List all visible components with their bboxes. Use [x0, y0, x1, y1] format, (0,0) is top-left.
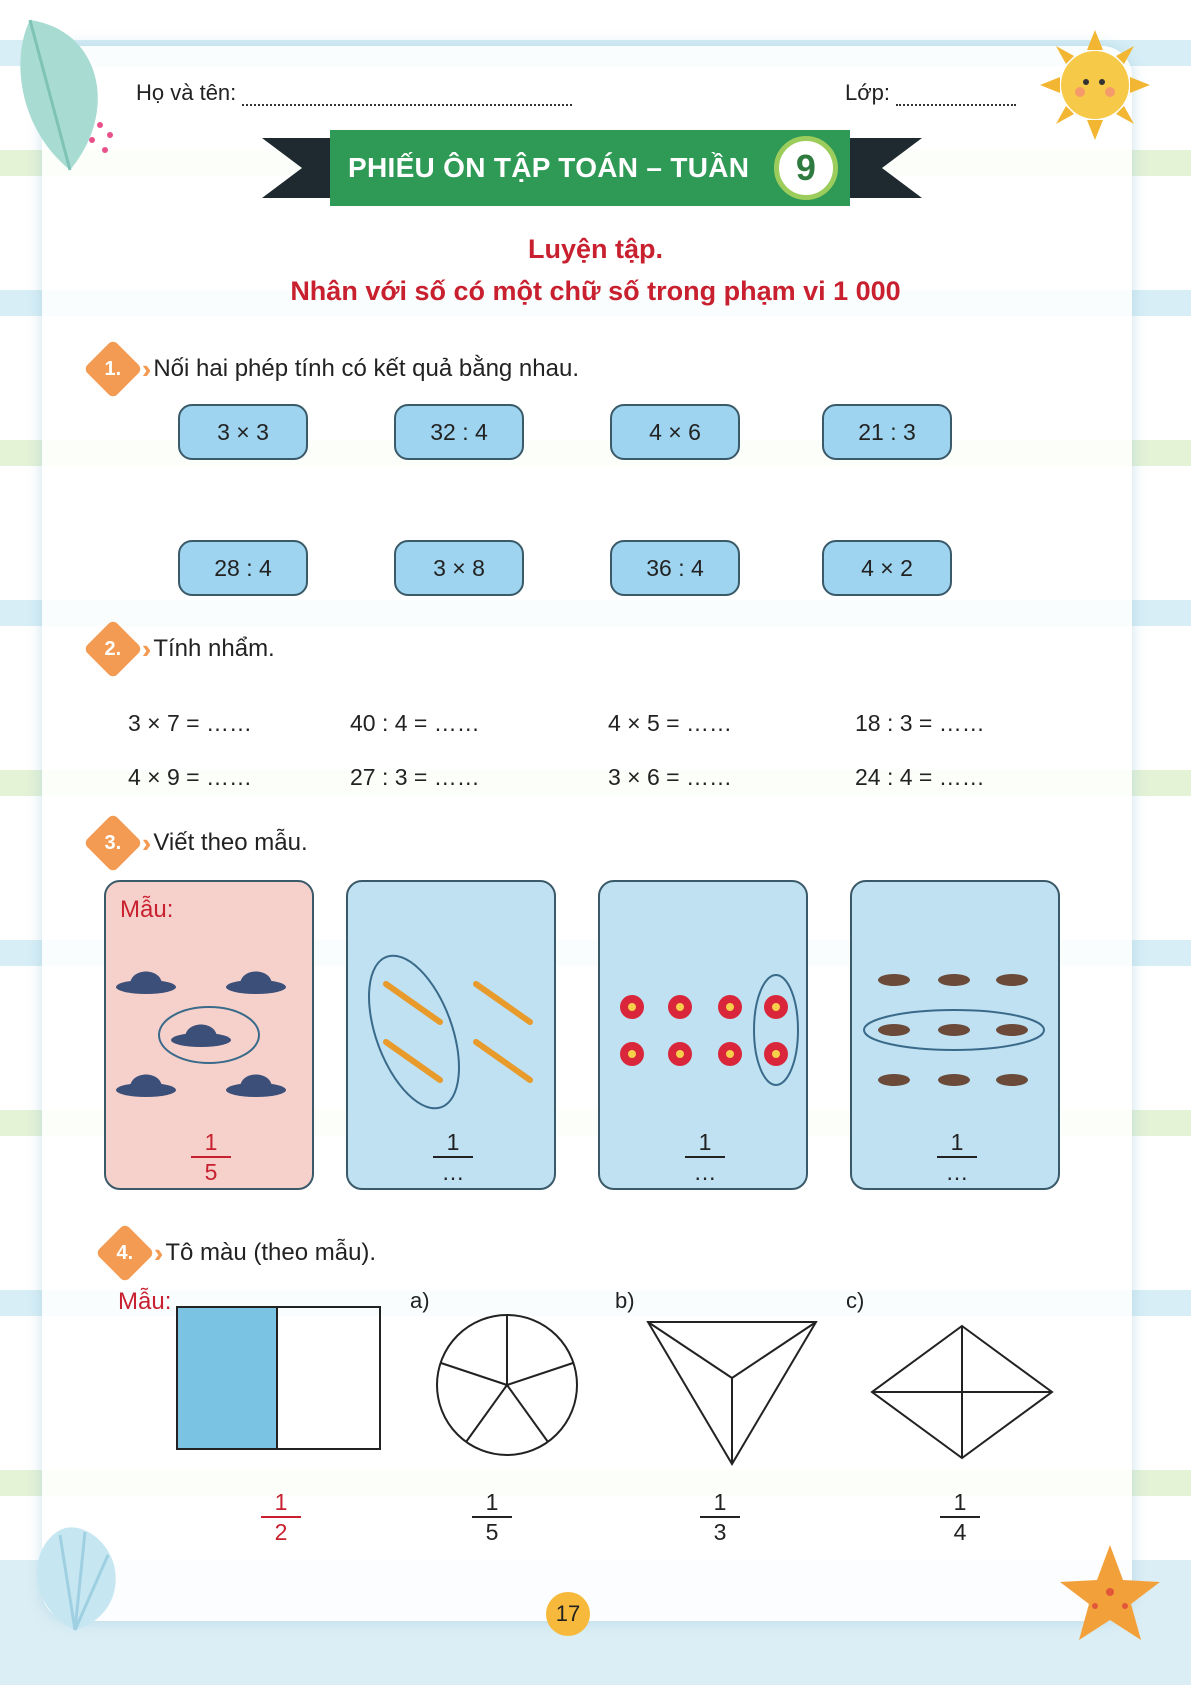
- part-a-label: a): [410, 1288, 430, 1313]
- class-field[interactable]: [845, 80, 1016, 106]
- lesson-title: Luyện tập.: [527, 234, 663, 264]
- pencils-panel: [346, 880, 556, 1190]
- exercise-4-heading: [104, 1232, 376, 1274]
- answer-fraction[interactable]: 1 …: [937, 1130, 977, 1184]
- expression-card[interactable]: 3 × 8: [394, 540, 524, 596]
- part-b-fraction: $\frac{1}{3}$: [700, 1490, 740, 1544]
- mental-math-item[interactable]: 27 : 3 = ……: [350, 764, 480, 790]
- part-c-label: c): [846, 1288, 865, 1313]
- exercise-1-instruction: Nối hai phép tính có kết quả bằng nhau.: [153, 355, 579, 382]
- worksheet-banner: [262, 130, 922, 206]
- name-blank[interactable]: [242, 88, 572, 106]
- exercise-number-badge: 3.: [83, 813, 142, 872]
- chevron-right-icon: ››: [142, 353, 144, 384]
- exercise-number-badge: 1.: [83, 339, 142, 398]
- part-b-label: b): [615, 1288, 635, 1313]
- exercise-4-instruction: Tô màu (theo mẫu).: [165, 1239, 377, 1266]
- shell-icon: [20, 1520, 130, 1640]
- sample-fraction: $\frac{1}{5}$: [191, 1130, 231, 1184]
- mental-math-item[interactable]: 3 × 6 = ……: [608, 764, 733, 790]
- expression-card[interactable]: 3 × 3: [178, 404, 308, 460]
- expression-card[interactable]: 36 : 4: [610, 540, 740, 596]
- exercise-3-instruction: Viết theo mẫu.: [153, 829, 308, 856]
- sun-icon: [1040, 30, 1150, 140]
- exercise-number-badge: 4.: [95, 1223, 154, 1282]
- expression-card[interactable]: 4 × 2: [822, 540, 952, 596]
- leaf-decoration-icon: [10, 0, 130, 180]
- sample-label: Mẫu:: [120, 896, 174, 923]
- mental-math-item[interactable]: 4 × 9 = ……: [128, 764, 253, 790]
- exercise-number-badge: 2.: [83, 619, 142, 678]
- week-number: 9: [795, 147, 817, 188]
- page-number: 17: [555, 1601, 581, 1626]
- week-number-badge: [774, 136, 838, 200]
- expression-card[interactable]: 4 × 6: [610, 404, 740, 460]
- banner-title-box: [330, 130, 850, 206]
- exercise-1-heading: [92, 348, 579, 390]
- rhombus-four-parts[interactable]: [868, 1322, 1056, 1462]
- starfish-icon: [1055, 1540, 1165, 1650]
- answer-fraction[interactable]: 1 …: [433, 1130, 473, 1184]
- expression-card[interactable]: 21 : 3: [822, 404, 952, 460]
- mental-math-item[interactable]: 18 : 3 = ……: [855, 710, 985, 736]
- sample-label: Mẫu:: [118, 1288, 172, 1315]
- expression-card[interactable]: 28 : 4: [178, 540, 308, 596]
- expression-card[interactable]: 32 : 4: [394, 404, 524, 460]
- triangle-three-parts[interactable]: [644, 1318, 820, 1468]
- exercise-2-heading: [92, 628, 275, 670]
- student-name-field[interactable]: [136, 80, 572, 106]
- flowers-panel: [598, 880, 808, 1190]
- page-number-badge: [546, 1592, 590, 1636]
- mental-math-item[interactable]: 40 : 4 = ……: [350, 710, 480, 736]
- mental-math-item[interactable]: 24 : 4 = ……: [855, 764, 985, 790]
- exercise-2-instruction: Tính nhẩm.: [153, 635, 275, 662]
- exercise-3-heading: [92, 822, 308, 864]
- part-a-fraction: $\frac{1}{5}$: [472, 1490, 512, 1544]
- chevron-right-icon: ››: [142, 633, 144, 664]
- class-label: Lớp:: [845, 80, 891, 105]
- mental-math-item[interactable]: 4 × 5 = ……: [608, 710, 733, 736]
- sample-panel: [104, 880, 314, 1190]
- half-shaded-rectangle: [176, 1306, 382, 1450]
- mental-math-item[interactable]: 3 × 7 = ……: [128, 710, 253, 736]
- class-blank[interactable]: [896, 88, 1016, 106]
- lesson-subtitle: Nhân với số có một chữ số trong phạm vi 1 000: [290, 276, 901, 306]
- sample-fraction: $\frac{1}{2}$: [261, 1490, 301, 1544]
- chevron-right-icon: ››: [142, 827, 144, 858]
- circle-five-parts[interactable]: [432, 1310, 582, 1460]
- chevron-right-icon: ››: [154, 1237, 156, 1268]
- part-c-fraction: $\frac{1}{4}$: [940, 1490, 980, 1544]
- answer-fraction[interactable]: 1 …: [685, 1130, 725, 1184]
- name-label: Họ và tên:: [136, 80, 237, 105]
- banner-title: PHIẾU ÔN TẬP TOÁN – TUẦN: [348, 152, 750, 183]
- birds-panel: [850, 880, 1060, 1190]
